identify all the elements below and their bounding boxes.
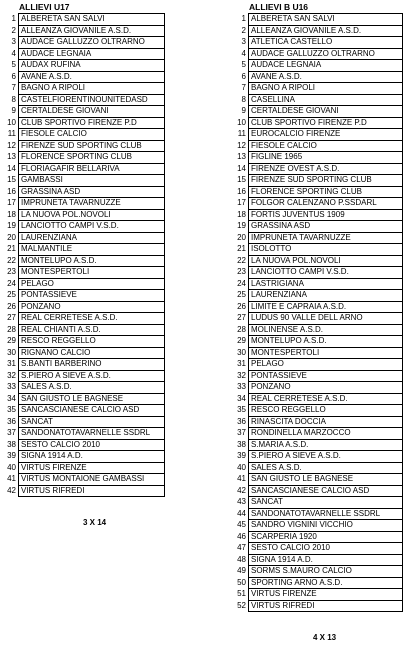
table-row	[3, 140, 165, 152]
team-name: PONTASSIEVE	[249, 370, 403, 382]
table-row	[233, 186, 403, 198]
table-row	[233, 37, 403, 49]
table-row	[3, 485, 165, 497]
row-number: 31	[233, 359, 249, 371]
team-name: AUDACE LEGNAIA	[249, 60, 403, 72]
row-number: 7	[233, 83, 249, 95]
team-name: AUDAX RUFINA	[19, 60, 165, 72]
team-name: PONZANO	[249, 382, 403, 394]
row-number: 20	[3, 232, 19, 244]
team-name: CERTALDESE GIOVANI	[19, 106, 165, 118]
row-number: 29	[3, 336, 19, 348]
team-name: ATLETICA CASTELLO	[249, 37, 403, 49]
table-row	[3, 232, 165, 244]
row-number: 27	[3, 313, 19, 325]
table-row	[233, 439, 403, 451]
table-row	[3, 451, 165, 463]
row-number: 32	[233, 370, 249, 382]
row-number: 29	[233, 336, 249, 348]
team-name: MONTESPERTOLI	[249, 347, 403, 359]
table-row	[233, 106, 403, 118]
team-name: FIESOLE CALCIO	[249, 140, 403, 152]
row-number: 21	[233, 244, 249, 256]
team-name: MALMANTILE	[19, 244, 165, 256]
team-name: PONZANO	[19, 301, 165, 313]
team-name: SANCASCIANESE CALCIO ASD	[19, 405, 165, 417]
team-name: SAN GIUSTO LE BAGNESE	[249, 474, 403, 486]
table-row	[3, 382, 165, 394]
team-name: S.MARIA A.S.D.	[249, 439, 403, 451]
table-row	[3, 152, 165, 164]
table-row	[3, 267, 165, 279]
row-number: 17	[233, 198, 249, 210]
row-number: 44	[233, 508, 249, 520]
table-row	[233, 554, 403, 566]
team-name: FIRENZE OVEST A.S.D.	[249, 163, 403, 175]
row-number: 34	[3, 393, 19, 405]
table-row	[3, 301, 165, 313]
table-row	[233, 577, 403, 589]
team-name: FIGLINE 1965	[249, 152, 403, 164]
row-number: 11	[233, 129, 249, 141]
row-number: 9	[233, 106, 249, 118]
team-name: SIGNA 1914 A.D.	[249, 554, 403, 566]
team-name: ALLEANZA GIOVANILE A.S.D.	[19, 25, 165, 37]
row-number: 18	[233, 209, 249, 221]
table-row	[233, 140, 403, 152]
team-name: ALBERETA SAN SALVI	[249, 14, 403, 26]
table-row	[233, 359, 403, 371]
team-name: GAMBASSI	[19, 175, 165, 187]
team-name: S.BANTI BARBERINO	[19, 359, 165, 371]
table-row	[233, 232, 403, 244]
row-number: 40	[3, 462, 19, 474]
row-number: 24	[233, 278, 249, 290]
row-number: 25	[233, 290, 249, 302]
row-number: 46	[233, 531, 249, 543]
team-name: REAL CHIANTI A.S.D.	[19, 324, 165, 336]
row-number: 10	[3, 117, 19, 129]
table-row	[233, 290, 403, 302]
row-number: 5	[233, 60, 249, 72]
table-row	[3, 71, 165, 83]
row-number: 41	[233, 474, 249, 486]
row-number: 2	[3, 25, 19, 37]
table-row	[233, 520, 403, 532]
row-number: 24	[3, 278, 19, 290]
row-number: 40	[233, 462, 249, 474]
team-name: CERTALDESE GIOVANI	[249, 106, 403, 118]
row-number: 36	[3, 416, 19, 428]
team-name: FLORIAGAFIR BELLARIVA	[19, 163, 165, 175]
table-row	[233, 543, 403, 555]
table-row	[233, 244, 403, 256]
row-number: 8	[233, 94, 249, 106]
row-number: 26	[3, 301, 19, 313]
row-number: 35	[3, 405, 19, 417]
team-name: BAGNO A RIPOLI	[19, 83, 165, 95]
team-name: MOLINENSE A.S.D.	[249, 324, 403, 336]
allievi-u17-list	[3, 2, 165, 497]
row-number: 36	[233, 416, 249, 428]
allievi-u17-title: ALLIEVI U17	[19, 2, 70, 12]
table-row	[233, 60, 403, 72]
team-name: SORMS S.MAURO CALCIO	[249, 566, 403, 578]
team-name: LA NUOVA POL.NOVOLI	[249, 255, 403, 267]
table-row	[233, 508, 403, 520]
team-name: LAURENZIANA	[249, 290, 403, 302]
team-name: SESTO CALCIO 2010	[249, 543, 403, 555]
team-name: AUDACE LEGNAIA	[19, 48, 165, 60]
row-number: 16	[3, 186, 19, 198]
row-number: 15	[233, 175, 249, 187]
row-number: 37	[233, 428, 249, 440]
table-row	[3, 83, 165, 95]
team-name: BAGNO A RIPOLI	[249, 83, 403, 95]
team-name: S.PIERO A SIEVE A.S.D.	[249, 451, 403, 463]
table-row	[233, 451, 403, 463]
team-name: IMPRUNETA TAVARNUZZE	[249, 232, 403, 244]
table-row	[233, 531, 403, 543]
team-name: ALLEANZA GIOVANILE A.S.D.	[249, 25, 403, 37]
table-row	[3, 186, 165, 198]
table-row	[3, 439, 165, 451]
team-name: EUROCALCIO FIRENZE	[249, 129, 403, 141]
table-row	[233, 14, 403, 26]
table-row	[233, 589, 403, 601]
allievi-b-u16-groups-note: 4 X 13	[313, 633, 337, 642]
row-number: 2	[233, 25, 249, 37]
team-name: CLUB SPORTIVO FIRENZE P.D	[19, 117, 165, 129]
allievi-u17-table	[3, 13, 165, 497]
row-number: 1	[3, 14, 19, 26]
team-name: SESTO CALCIO 2010	[19, 439, 165, 451]
team-name: REAL CERRETESE A.S.D.	[19, 313, 165, 325]
row-number: 28	[233, 324, 249, 336]
row-number: 4	[233, 48, 249, 60]
team-name: SPORTING ARNO A.S.D.	[249, 577, 403, 589]
row-number: 25	[3, 290, 19, 302]
team-name: FIRENZE SUD SPORTING CLUB	[19, 140, 165, 152]
row-number: 15	[3, 175, 19, 187]
row-number: 41	[3, 474, 19, 486]
team-name: RESCO REGGELLO	[19, 336, 165, 348]
table-row	[3, 25, 165, 37]
table-row	[3, 324, 165, 336]
team-name: CASTELFIORENTINOUNITEDASD	[19, 94, 165, 106]
row-number: 7	[3, 83, 19, 95]
team-name: RONDINELLA MARZOCCO	[249, 428, 403, 440]
table-row	[3, 37, 165, 49]
team-name: SALES A.S.D.	[19, 382, 165, 394]
table-row	[233, 600, 403, 612]
table-row	[233, 428, 403, 440]
row-number: 43	[233, 497, 249, 509]
team-name: SANCAT	[19, 416, 165, 428]
row-number: 49	[233, 566, 249, 578]
table-row	[3, 60, 165, 72]
row-number: 35	[233, 405, 249, 417]
table-row	[233, 370, 403, 382]
table-row	[233, 405, 403, 417]
table-row	[3, 163, 165, 175]
table-row	[233, 416, 403, 428]
row-number: 30	[233, 347, 249, 359]
row-number: 30	[3, 347, 19, 359]
row-number: 42	[3, 485, 19, 497]
allievi-b-u16-title: ALLIEVI B U16	[249, 2, 309, 12]
table-row	[3, 94, 165, 106]
row-number: 38	[233, 439, 249, 451]
row-number: 5	[3, 60, 19, 72]
team-name: VIRTUS FIRENZE	[249, 589, 403, 601]
team-name: LANCIOTTO CAMPI V.S.D.	[249, 267, 403, 279]
team-name: SANDRO VIGNINI VICCHIO	[249, 520, 403, 532]
team-name: SALES A.S.D.	[249, 462, 403, 474]
team-name: LA NUOVA POL.NOVOLI	[19, 209, 165, 221]
team-name: MONTELUPO A.S.D.	[249, 336, 403, 348]
table-row	[233, 255, 403, 267]
row-number: 23	[233, 267, 249, 279]
row-number: 13	[233, 152, 249, 164]
allievi-b-u16-list	[233, 2, 403, 612]
table-row	[3, 209, 165, 221]
team-name: LASTRIGIANA	[249, 278, 403, 290]
team-name: SANCASCIANESE CALCIO ASD	[249, 485, 403, 497]
table-row	[3, 393, 165, 405]
row-number: 21	[3, 244, 19, 256]
row-number: 33	[233, 382, 249, 394]
team-name: AUDACE GALLUZZO OLTRARNO	[19, 37, 165, 49]
table-row	[233, 462, 403, 474]
team-name: FORTIS JUVENTUS 1909	[249, 209, 403, 221]
row-number: 9	[3, 106, 19, 118]
team-name: PONTASSIEVE	[19, 290, 165, 302]
row-number: 6	[3, 71, 19, 83]
row-number: 39	[3, 451, 19, 463]
team-name: PELAGO	[19, 278, 165, 290]
table-row	[3, 198, 165, 210]
team-name: SCARPERIA 1920	[249, 531, 403, 543]
row-number: 22	[233, 255, 249, 267]
team-name: FIRENZE SUD SPORTING CLUB	[249, 175, 403, 187]
table-row	[233, 347, 403, 359]
row-number: 33	[3, 382, 19, 394]
table-row	[233, 267, 403, 279]
team-name: IMPRUNETA TAVARNUZZE	[19, 198, 165, 210]
team-name: LANCIOTTO CAMPI V.S.D.	[19, 221, 165, 233]
row-number: 16	[233, 186, 249, 198]
table-row	[3, 462, 165, 474]
team-name: VIRTUS RIFREDI	[19, 485, 165, 497]
team-name: RIGNANO CALCIO	[19, 347, 165, 359]
table-row	[233, 301, 403, 313]
team-name: AUDACE GALLUZZO OLTRARNO	[249, 48, 403, 60]
row-number: 8	[3, 94, 19, 106]
row-number: 50	[233, 577, 249, 589]
row-number: 18	[3, 209, 19, 221]
row-number: 42	[233, 485, 249, 497]
row-number: 34	[233, 393, 249, 405]
team-name: VIRTUS FIRENZE	[19, 462, 165, 474]
team-name: MONTESPERTOLI	[19, 267, 165, 279]
table-row	[233, 485, 403, 497]
team-name: VIRTUS RIFREDI	[249, 600, 403, 612]
row-number: 11	[3, 129, 19, 141]
row-number: 12	[3, 140, 19, 152]
table-row	[233, 313, 403, 325]
allievi-u17-groups-note: 3 X 14	[83, 518, 107, 527]
team-name: AVANE A.S.D.	[249, 71, 403, 83]
team-name: SANDONATOTAVARNELLE SSDRL	[19, 428, 165, 440]
team-name: PELAGO	[249, 359, 403, 371]
team-name: LUDUS 90 VALLE DELL ARNO	[249, 313, 403, 325]
table-row	[3, 244, 165, 256]
table-row	[3, 336, 165, 348]
row-number: 22	[3, 255, 19, 267]
row-number: 19	[233, 221, 249, 233]
team-name: LAURENZIANA	[19, 232, 165, 244]
row-number: 17	[3, 198, 19, 210]
row-number: 12	[233, 140, 249, 152]
row-number: 1	[233, 14, 249, 26]
team-name: SANDONATOTAVARNELLE SSDRL	[249, 508, 403, 520]
table-row	[233, 175, 403, 187]
row-number: 13	[3, 152, 19, 164]
row-number: 3	[233, 37, 249, 49]
row-number: 37	[3, 428, 19, 440]
table-row	[233, 221, 403, 233]
row-number: 27	[233, 313, 249, 325]
row-number: 20	[233, 232, 249, 244]
team-name: MONTELUPO A.S.D.	[19, 255, 165, 267]
table-row	[233, 94, 403, 106]
table-row	[233, 497, 403, 509]
table-row	[233, 198, 403, 210]
table-row	[3, 290, 165, 302]
team-name: SANCAT	[249, 497, 403, 509]
table-row	[233, 324, 403, 336]
table-row	[233, 71, 403, 83]
table-row	[3, 370, 165, 382]
table-row	[233, 48, 403, 60]
table-row	[3, 359, 165, 371]
row-number: 47	[233, 543, 249, 555]
team-name: FLORENCE SPORTING CLUB	[249, 186, 403, 198]
row-number: 6	[233, 71, 249, 83]
team-name: LIMITE E CAPRAIA A.S.D.	[249, 301, 403, 313]
row-number: 38	[3, 439, 19, 451]
team-name: FIESOLE CALCIO	[19, 129, 165, 141]
table-row	[3, 255, 165, 267]
team-name: RESCO REGGELLO	[249, 405, 403, 417]
table-row	[3, 14, 165, 26]
row-number: 26	[233, 301, 249, 313]
team-name: CLUB SPORTIVO FIRENZE P.D	[249, 117, 403, 129]
table-row	[233, 474, 403, 486]
team-name: SIGNA 1914 A.D.	[19, 451, 165, 463]
row-number: 3	[3, 37, 19, 49]
table-row	[233, 25, 403, 37]
table-row	[3, 221, 165, 233]
table-row	[3, 416, 165, 428]
row-number: 39	[233, 451, 249, 463]
row-number: 4	[3, 48, 19, 60]
team-name: FLORENCE SPORTING CLUB	[19, 152, 165, 164]
row-number: 45	[233, 520, 249, 532]
team-name: VIRTUS MONTAIONE GAMBASSI	[19, 474, 165, 486]
table-row	[3, 313, 165, 325]
table-row	[233, 117, 403, 129]
team-name: ALBERETA SAN SALVI	[19, 14, 165, 26]
table-row	[3, 428, 165, 440]
table-row	[3, 48, 165, 60]
team-name: FOLGOR CALENZANO P.SSDARL	[249, 198, 403, 210]
team-name: CASELLINA	[249, 94, 403, 106]
row-number: 28	[3, 324, 19, 336]
table-row	[233, 393, 403, 405]
allievi-b-u16-table	[233, 13, 403, 612]
table-row	[233, 382, 403, 394]
table-row	[233, 129, 403, 141]
table-row	[233, 83, 403, 95]
table-row	[3, 106, 165, 118]
table-row	[233, 566, 403, 578]
team-name: GRASSINA ASD	[249, 221, 403, 233]
table-row	[3, 129, 165, 141]
table-row	[233, 336, 403, 348]
table-row	[3, 175, 165, 187]
row-number: 51	[233, 589, 249, 601]
table-row	[233, 152, 403, 164]
row-number: 52	[233, 600, 249, 612]
row-number: 31	[3, 359, 19, 371]
table-row	[3, 474, 165, 486]
row-number: 32	[3, 370, 19, 382]
team-name: SAN GIUSTO LE BAGNESE	[19, 393, 165, 405]
team-name: RINASCITA DOCCIA	[249, 416, 403, 428]
row-number: 23	[3, 267, 19, 279]
team-name: REAL CERRETESE A.S.D.	[249, 393, 403, 405]
row-number: 48	[233, 554, 249, 566]
row-number: 19	[3, 221, 19, 233]
table-row	[3, 278, 165, 290]
team-name: AVANE A.S.D.	[19, 71, 165, 83]
table-row	[233, 278, 403, 290]
table-row	[3, 405, 165, 417]
table-row	[233, 209, 403, 221]
team-name: S.PIERO A SIEVE A.S.D.	[19, 370, 165, 382]
table-row	[3, 117, 165, 129]
table-row	[233, 163, 403, 175]
row-number: 10	[233, 117, 249, 129]
row-number: 14	[3, 163, 19, 175]
team-name: ISOLOTTO	[249, 244, 403, 256]
team-name: GRASSINA ASD	[19, 186, 165, 198]
table-row	[3, 347, 165, 359]
row-number: 14	[233, 163, 249, 175]
